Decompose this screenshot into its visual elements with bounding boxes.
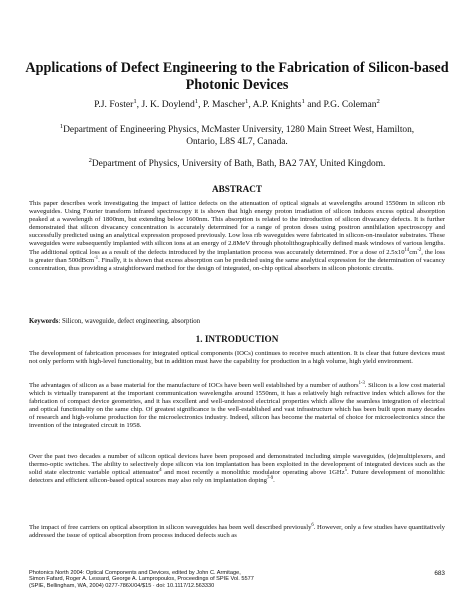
affiliation-1 <box>50 124 424 148</box>
citation-mark: 6 <box>311 522 314 528</box>
intro-paragraph-2: The advantages of silicon as a base material for the manufacture of IOCs have been well established by a number of authors$^{1-3}$. Silicon is a low cost material which is virtually transparent at the important communication wavelengths around 1550nm, it has a relatively high refractive index which allows for the fabrication of compact device geometries, and it has excellent and well-understood electrical properties which allow the seamless integration of electrical and optical functionality on the same chip. Of greatest significance is the well-established and vast infrastructure which has been built upon many decades of research and high-volume production for the microelectronics industry. Indeed, silicon has become the material of choice for microelectronics since the invention of the integrated circuit in 1958. <box>29 380 446 430</box>
abstract-text: This paper describes work investigating the impact of lattice defects on the attenuation of optical signals at wavelengths around 1550nm in silicon rib waveguides. Using Fourier transform infrared spectroscopy it is shown that high energy proton irradiation of silicon induces excess optical absorption peaked at a wavelength of 1800nm, but extending below 1600nm. This absorption is related to the introduction of silicon divacancy defects. It is further demonstrated that silicon divacancy concentration is accurately determined for a range of proton doses using positron annihilation spectroscopy and successfully predicted using an analytical expression proposed previously. Low loss rib waveguides were fabricated in silicon-on-insulator substrates. These waveguides were subsequently implanted with silicon ions at an energy of 2.8MeV through photolithographically defined mask windows of various lengths. The additional optical loss as a result of the defects introduced by the implantation process was accurately determined. For a dose of $2.5x10^{14}cm^{-2}$, the loss is greater than 500dBcm$^{-1}$. Finally, it is shown that excess absorption can be predicted using the same analytical expression for the determination of vacancy concentration, thus providing a straightforward method for the design of integrated, on-chip optical absorbers in silicon photonic circuits. <box>29 200 445 272</box>
citation-mark: 4 <box>159 467 162 473</box>
affiliation-line: Ontario, L8S 4L7, Canada. <box>186 137 288 147</box>
author-name: A.P. Knights <box>252 99 302 110</box>
footer-line: (SPIE, Bellingham, WA, 2004) 0277-786X/04/$15 · doi: 10.1117/12.563330 <box>29 582 215 589</box>
author-separator: , <box>136 99 142 110</box>
author-affiliation-mark: 1 <box>245 97 249 105</box>
author-separator: , <box>198 99 203 110</box>
author-affiliation-mark: 1 <box>133 97 137 105</box>
keywords-line <box>29 318 445 326</box>
title-line-1: Applications of Defect Engineering to the Fabrication of Silicon-based <box>25 60 449 76</box>
keywords-label: Keywords <box>29 318 59 325</box>
author-list <box>24 99 450 111</box>
affiliation-mark: 2 <box>88 156 92 164</box>
keywords-text: : Silicon, waveguide, defect engineering, absorption <box>58 318 201 325</box>
abstract-heading: ABSTRACT <box>211 184 263 194</box>
affiliation-line: Department of Engineering Physics, McMaster University, 1280 Main Street West, Hamilton, <box>63 125 415 135</box>
citation-mark: 1-3 <box>358 380 365 386</box>
affiliation-line: Department of Physics, University of Bath, Bath, BA2 7AY, United Kingdom. <box>91 159 386 169</box>
paper-title <box>24 60 450 94</box>
intro-paragraph-4: The impact of free carriers on optical absorption in silicon waveguides has been well described previously$^6$. However, only a few studies have quantitatively addressed the issue of optical absorption from process induced defects such as <box>29 522 445 540</box>
author-name: P. Mascher <box>202 99 246 110</box>
citation-mark: 5 <box>344 467 347 473</box>
author-affiliation-mark: 1 <box>194 97 199 105</box>
citation-mark: 7-9 <box>266 476 274 482</box>
affiliation-2 <box>50 158 424 170</box>
introduction-heading: 1. INTRODUCTION <box>195 334 279 344</box>
author-name: P.J. Foster <box>94 99 134 110</box>
author-separator: , <box>248 99 253 110</box>
publication-footer <box>29 570 329 589</box>
page-number: 683 <box>434 570 445 577</box>
author-affiliation-mark: 1 <box>301 97 305 105</box>
title-line-2: Photonic Devices <box>185 77 289 93</box>
author-affiliation-mark: 2 <box>376 97 380 105</box>
author-name: P.G. Coleman <box>323 99 377 110</box>
intro-paragraph-1: The development of fabrication processes for integrated optical components (IOCs) continues to receive much attention. It is clear that future devices must not only perform with high-level functionality, but in addition must have the capability for production in a high volume, high yield environment. <box>29 350 445 366</box>
intro-paragraph-3: Over the past two decades a number of silicon optical devices have been proposed and demonstrated including simple waveguides, (de)multiplexers, and thermo-optic switches. The ability to selectively dope silicon via ion implantation has been exploited in the development of integrated devices such as the solid state electronic variable optical attenuator$^4$ and most recently a monolithic modulator operating above 1GHz$^5$. Future development of monolithic detectors and efficient silicon-based optical sources may also rely on implantation doping$^{7-9}$. <box>29 453 445 485</box>
author-separator: and <box>304 99 324 110</box>
affiliation-mark: 1 <box>59 122 64 130</box>
footer-line: Photonics North 2004: Optical Components and Devices, edited by John C. Armitage, <box>29 570 241 576</box>
footer-line: Simon Fafard, Roger A. Lessard, George A. Lampropoulos, Proceedings of SPIE Vol. 5577 <box>29 576 254 583</box>
author-name: J. K. Doylend <box>141 99 195 110</box>
